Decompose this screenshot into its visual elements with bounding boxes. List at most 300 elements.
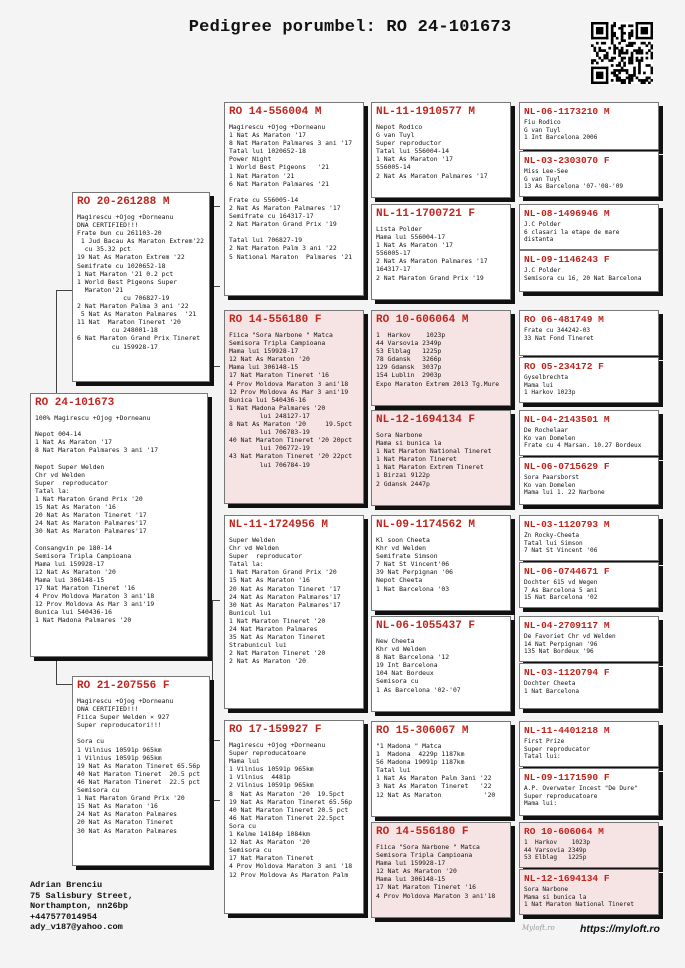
bird-info-line: Consangvin pe 180-14 (35, 543, 112, 552)
bird-info-line: Sora Paarsborst (524, 474, 580, 481)
bird-card-sds[interactable] (371, 310, 511, 406)
bird-info-line: Mama lui 159928-17 (376, 859, 446, 868)
bird-info-line: 154 Lublin 2903p (376, 371, 442, 380)
bird-info-line: 1 Nat Maraton Tineret (376, 455, 457, 464)
qr-module (623, 64, 626, 67)
qr-module (616, 74, 619, 77)
bird-info (524, 785, 654, 808)
connector (514, 745, 515, 785)
bird-info-line: lui 706772-19 (229, 444, 310, 453)
qr-module (621, 79, 624, 82)
bird-info-line: Mama lui 556004-17 (376, 233, 446, 242)
qr-finder-module (596, 27, 603, 34)
connector (212, 600, 220, 601)
qr-module (633, 74, 636, 77)
bird-info-line: Tatal lui 706827-19 (229, 236, 303, 245)
qr-module (621, 37, 624, 40)
bird-info-line: Semifrate cu 1020652-18 (77, 261, 166, 270)
qr-module (598, 57, 601, 60)
bird-card-ddsd[interactable] (519, 768, 659, 816)
bird-info (524, 374, 654, 397)
bird-info-line: Super Welden (229, 536, 276, 544)
bird-info-line: 2 Nat As Maraton '20 (229, 657, 306, 666)
qr-finder-module (636, 22, 638, 39)
qr-module (613, 47, 616, 50)
bird-info-line: 4 Prov Moldova Maraton 3 ani'18 (376, 891, 496, 900)
bird-info-line: 1 Vilnius 4481p (229, 773, 291, 782)
qr-module (603, 57, 606, 60)
connector (212, 740, 220, 741)
bird-info-line: 2 Nat As Maraton Palmares '17 (376, 171, 488, 180)
qr-module (618, 49, 621, 52)
bird-info (229, 536, 359, 666)
bird-info (524, 474, 654, 497)
qr-module (631, 44, 634, 47)
qr-module (626, 52, 629, 55)
bird-info-line: 5 Nat As Maraton Palmares '21 (77, 310, 197, 319)
bird-info-line: 1 Nat Maraton Tineret '20 (229, 616, 326, 625)
signature-logo: Myloft.ro (522, 924, 555, 932)
bird-info-line: Lista Polder (376, 225, 423, 233)
bird-info-line: J.C Polder (524, 221, 561, 228)
bird-card-sdd[interactable] (371, 410, 511, 506)
qr-module (643, 42, 646, 45)
page-title: Pedigree porumbel: RO 24-101673 (188, 18, 512, 37)
bird-card-ddds[interactable] (519, 822, 659, 868)
bird-card-dsds[interactable] (519, 616, 659, 662)
bird-info-line: 2 Nat Maraton Grand Prix '19 (376, 273, 484, 282)
qr-module (623, 39, 626, 42)
bird-info-line: 20 Nat As Maraton Tineret (77, 818, 174, 827)
bird-info-line: 39 Nat Perpignan '06 (376, 568, 453, 577)
qr-module (638, 72, 641, 75)
bird-info-line: Semifrate cu 164317-17 (229, 212, 314, 221)
bird-info-line: 30 Nat As Maraton Palmares (77, 826, 178, 835)
qr-module (626, 72, 629, 75)
qr-module (623, 69, 626, 72)
bird-info-line: 1 Nat As Maraton '17 (376, 155, 453, 164)
bird-info-line: Chr vd Welden (229, 544, 280, 553)
qr-module (606, 52, 609, 55)
qr-module (593, 59, 596, 62)
bird-info-line: 12 Nat As Maraton '20 (35, 567, 116, 576)
bird-info-line: De Favoriet Chr vd Welden (524, 633, 616, 640)
bird-info-line: Bunica lui 540436-16 (229, 395, 306, 404)
qr-module (611, 39, 614, 42)
bird-card-dddd[interactable] (519, 869, 659, 915)
bird-card-ssd[interactable] (371, 204, 511, 300)
bird-info-line: 8 Nat Barcelona '12 (376, 653, 450, 662)
bird-ring: RO 14-556180 F (376, 826, 469, 838)
qr-module (626, 49, 629, 52)
connector (212, 800, 220, 801)
bird-ring: NL-08-1496946 M (524, 208, 610, 219)
bird-info-line: 4 Prov Moldova Maraton 3 ani'18 (35, 592, 155, 601)
owner-name: Adrian Brenciu (30, 880, 103, 890)
bird-info-line: Tatal la: (35, 486, 70, 495)
bird-info-line: Sora cu (229, 821, 256, 830)
bird-info-line: Nepot Cheeta (376, 576, 423, 585)
bird-info-line: 13 As Barcelona '07-'08-'09 (524, 183, 624, 191)
bird-info-line: lui 706784-19 (229, 460, 310, 469)
qr-module (616, 37, 619, 40)
qr-module (613, 44, 616, 47)
bird-card-dssd[interactable] (519, 562, 659, 608)
qr-module (628, 42, 631, 45)
qr-module (628, 37, 631, 40)
qr-module (638, 64, 641, 67)
bird-info-line: Mama lui 159928-17 (229, 347, 299, 356)
bird-info-line: Super reproducator (229, 552, 303, 561)
bird-info-line: 46 Nat Maraton Tineret 22.5pct (229, 813, 345, 822)
bird-info-line: Sora Narbone (524, 886, 569, 893)
bird-info-line: 20 Nat As Maraton Tineret '17 (35, 511, 147, 520)
bird-ring: RO 05-234172 F (524, 361, 604, 372)
qr-module (623, 79, 626, 82)
bird-info-line: Super reproducator (35, 478, 109, 487)
bird-card-dsss[interactable] (519, 515, 659, 561)
bird-info-line: G van Tuyl (376, 131, 415, 140)
bird-ring: RO 10-606064 M (524, 826, 604, 837)
bird-info-line: Semisora cu (229, 846, 272, 855)
bird-info-line: Mama lui: (524, 800, 558, 808)
qr-module (626, 77, 629, 80)
qr-module (621, 29, 624, 32)
bird-info-line: Kl soon Cheeta (376, 536, 430, 544)
bird-info-line: 1 Harkov 1023p (524, 389, 576, 397)
connector (56, 290, 72, 291)
bird-info-line: Power Night (229, 155, 272, 164)
qr-code-graphic (591, 22, 653, 84)
qr-module (611, 29, 614, 32)
bird-info-line: Mama lui 306148-15 (229, 363, 299, 372)
bird-info-line: 2 Gdansk 2447p (376, 479, 430, 488)
qr-module (618, 79, 621, 82)
bird-card-sd[interactable] (224, 310, 364, 504)
qr-module (613, 69, 616, 72)
qr-module (631, 29, 634, 32)
qr-module (641, 49, 644, 52)
bird-info (376, 637, 506, 694)
qr-module (613, 72, 616, 75)
bird-info-line: Semisora cu (376, 677, 419, 686)
bird-card-dss[interactable] (371, 515, 511, 611)
qr-module (613, 74, 616, 77)
qr-module (618, 62, 621, 65)
bird-info-line: 40 Nat Maraton Tineret '20 20pct (229, 436, 353, 445)
bird-info-line: Dochter Cheeta (524, 680, 576, 687)
qr-module (613, 52, 616, 55)
qr-module (618, 42, 621, 45)
bird-info-line: 4 Prov Moldova Maraton 3 ani'18 (229, 379, 349, 388)
bird-info-line: 1 Harkov 1023p (524, 839, 591, 846)
qr-module (628, 82, 631, 84)
bird-info-line: Sora Narbone (376, 431, 423, 439)
bird-info-line: 24 Nat As Maraton Palmares (77, 810, 178, 819)
bird-info-line: 2 Nat As Maraton Palmares '17 (376, 257, 488, 266)
qr-module (631, 54, 634, 57)
bird-info-line: 17 Nat Maraton Tineret (229, 854, 314, 863)
qr-module (641, 79, 644, 82)
bird-card-dds[interactable] (371, 721, 511, 817)
qr-finder-module (591, 22, 608, 24)
qr-module (641, 52, 644, 55)
qr-module (611, 72, 614, 75)
qr-module (628, 34, 631, 37)
bird-info-line: 8 Nat Maraton Palmares 3 ani '17 (35, 446, 159, 455)
bird-card-sddd[interactable] (519, 457, 659, 505)
bird-info-line: Nepot 004-14 (35, 430, 82, 439)
bird-card-ssds[interactable] (519, 204, 659, 250)
qr-module (651, 79, 653, 82)
bird-info-line: 1 Nat As Maraton '17 (229, 131, 306, 140)
connector (212, 600, 213, 800)
bird-info-line: 15 Nat As Maraton '16 (77, 802, 158, 811)
bird-info-line: 15 Nat Barcelona '02 (524, 594, 598, 602)
bird-info-line: Khr vd Welden (376, 645, 427, 654)
bird-info-line: Ko van Domelen (524, 434, 576, 442)
bird-info-line: 1 Nat Maraton Grand Prix '20 (35, 494, 143, 503)
bird-info-line: 556005-17 (376, 249, 411, 258)
bird-info-line: A.P. Overwater Incest "De Dure" (524, 785, 638, 792)
bird-info-line: Tatal lui: (524, 753, 561, 761)
qr-module (651, 72, 653, 75)
bird-info-line: 12 Nat As Maraton '20 (229, 355, 310, 364)
bird-info-line: Miss Lee-See (524, 168, 569, 175)
bird-card-sdsd[interactable] (519, 357, 659, 403)
bird-card-sdss[interactable] (519, 310, 659, 356)
bird-info-line: Frate cu 4 Marsan. 10.27 Bordeux (524, 442, 642, 450)
bird-card-subject[interactable] (30, 393, 208, 657)
bird-info-line: lui 248127-17 (229, 411, 310, 420)
bird-ring: NL-06-1055437 F (376, 620, 476, 632)
qr-module (636, 59, 639, 62)
bird-info-line: 15 Nat As Maraton '16 (229, 576, 310, 585)
qr-module (626, 69, 629, 72)
bird-info-line: distanta (524, 236, 554, 244)
owner-email[interactable]: ady_v187@yahoo.com (30, 922, 123, 932)
bird-card-ddss[interactable] (519, 721, 659, 767)
bird-ring: RO 17-159927 F (229, 724, 322, 736)
bird-ring: NL-11-1700721 F (376, 208, 476, 220)
qr-finder-module (591, 67, 608, 69)
bird-info-line: 1 Nat Madona Palmares '20 (35, 616, 132, 625)
bird-info-line: 5 National Maraton Palmares '21 (229, 252, 353, 261)
bird-info-line: 1 Nat Barcelona '03 (376, 584, 450, 593)
bird-info (524, 532, 654, 555)
bird-card-dam[interactable] (72, 676, 210, 866)
qr-module (633, 72, 636, 75)
bird-info-line: New Cheeta (376, 637, 415, 645)
bird-info (376, 536, 506, 593)
qr-finder-module (606, 67, 608, 84)
qr-module (628, 24, 631, 27)
qr-module (633, 42, 636, 45)
bird-card-ds[interactable] (224, 515, 364, 709)
bird-info-line: 7 Nat St Vincent '06 (524, 547, 598, 555)
bird-info-line: 1 Nat As Maraton Palm 3ani '22 (376, 774, 492, 783)
qr-module (641, 57, 644, 60)
qr-module (636, 49, 639, 52)
qr-module (651, 69, 653, 72)
bird-card-sire[interactable] (72, 192, 210, 382)
bird-info-line: 46 Nat Maraton Tineret 22.5 pct (77, 777, 201, 786)
qr-module (621, 82, 624, 84)
qr-module (601, 59, 604, 62)
qr-module (613, 22, 616, 25)
bird-info-line: 8 Nat As Maraton '20 19.5pct (229, 789, 345, 798)
qr-module (628, 44, 631, 47)
qr-module (636, 52, 639, 55)
bird-info (524, 633, 654, 656)
bird-info-line: 12 Prov Moldova As Maraton Palm (229, 870, 349, 879)
bird-card-dsd[interactable] (371, 616, 511, 712)
bird-card-dsdd[interactable] (519, 663, 659, 709)
bird-info-line: Frate bun cu 261103-20 (77, 229, 162, 238)
bird-info-line: 1 Nat As Maraton '17 (376, 241, 453, 250)
bird-info-line: 1 Int Barcelona 2006 (524, 134, 598, 142)
qr-module (621, 49, 624, 52)
connector (514, 335, 515, 375)
qr-module (621, 59, 624, 62)
qr-module (631, 57, 634, 60)
bird-info (77, 697, 205, 835)
bird-card-ss[interactable] (224, 102, 364, 296)
qr-module (601, 49, 604, 52)
qr-module (643, 82, 646, 84)
bird-ring: NL-03-1120793 M (524, 519, 610, 530)
bird-info-line (77, 729, 205, 737)
bird-ring: NL-03-2303070 F (524, 155, 610, 166)
bird-info-line: 1 Nat Maraton Grand Prix '20 (77, 794, 185, 803)
qr-module (631, 59, 634, 62)
qr-module (628, 79, 631, 82)
qr-module (651, 44, 653, 47)
qr-module (618, 27, 621, 30)
qr-module (628, 32, 631, 35)
bird-info-line: Gyselbrechta (524, 374, 569, 381)
bird-info-line: Semisora Tripla Campioana (229, 339, 326, 348)
qr-module (603, 54, 606, 57)
bird-info-line: Tatal lui 556004-14 (376, 147, 450, 156)
bird-info (376, 225, 506, 282)
qr-module (621, 52, 624, 55)
bird-info-line: 1 As Barcelona '02-'07 (376, 685, 461, 694)
bird-card-ssdd[interactable] (519, 250, 659, 292)
bird-info-line: 1 World Best Pigeons Super (77, 277, 178, 286)
bird-info-line: Sora cu (77, 737, 104, 746)
bird-info-line: Magirescu +Ojog +Dorneanu (77, 697, 174, 705)
qr-module (621, 34, 624, 37)
bird-ring: NL-09-1146243 F (524, 254, 610, 265)
bird-info-line: 1 Nat Maraton '21 (229, 171, 295, 180)
connector (514, 225, 515, 265)
bird-info-line: 1 Birzai 9122p (376, 471, 430, 480)
qr-module (633, 69, 636, 72)
website-link[interactable]: https://myloft.ro (580, 923, 660, 935)
bird-info-line: 19 Nat As Maraton Tineret 65.56p (229, 797, 353, 806)
qr-module (633, 67, 636, 70)
bird-card-ddd[interactable] (371, 822, 511, 918)
qr-module (621, 67, 624, 70)
bird-info-line: 556005-14 (376, 163, 411, 172)
qr-module (611, 57, 614, 60)
bird-info-line: 24 Nat As Maraton Palmares'17 (229, 592, 341, 601)
bird-info-line: Maraton'21 (77, 285, 124, 294)
qr-module (621, 39, 624, 42)
bird-info-line: 104 Nat Bordeux (376, 669, 434, 678)
bird-info-line: G van Tuyl (524, 126, 561, 134)
bird-info-line: 8 Nat Maraton Palmares 3 ani '17 (229, 139, 353, 148)
bird-card-ssss[interactable] (519, 102, 659, 150)
qr-module (638, 52, 641, 55)
qr-module (646, 52, 649, 55)
bird-info-line: Magirescu +Ojog +Dorneanu (77, 213, 174, 221)
bird-card-dd[interactable] (224, 720, 364, 914)
bird-info (376, 123, 506, 180)
qr-module (631, 74, 634, 77)
bird-info-line: Nepot Super Welden (35, 462, 105, 471)
qr-module (628, 74, 631, 77)
bird-ring: RO 15-306067 M (376, 725, 469, 737)
bird-info-line: 44 Varsovia 2349p (524, 846, 587, 854)
bird-info-line: 2 Nat As Maraton Palmares '17 (229, 203, 341, 212)
qr-module (651, 57, 653, 60)
bird-info-line: 2 Nat Maraton Palm 3 ani '22 (229, 244, 337, 253)
bird-info-line: 12 Nat As Maraton '20 (229, 838, 310, 847)
bird-info-line: Tatal lui 1020652-18 (229, 147, 306, 156)
qr-module (613, 32, 616, 35)
bird-ring: NL-11-4401218 M (524, 725, 610, 736)
bird-info-line: 2 Nat Maraton Grand Prix '19 (229, 220, 337, 229)
bird-info (524, 579, 654, 602)
bird-info-line: Frate cu 556005-14 (229, 195, 299, 204)
bird-ring: NL-11-1724956 M (229, 519, 329, 531)
bird-card-sdds[interactable] (519, 410, 659, 456)
bird-info-line: 35 Nat As Maraton Tineret (229, 633, 326, 642)
bird-ring: NL-06-0744671 F (524, 566, 610, 577)
qr-module (651, 67, 653, 70)
qr-module (633, 49, 636, 52)
bird-info-line: Super reproducator (524, 745, 591, 753)
qr-module (623, 52, 626, 55)
qr-module (611, 79, 614, 82)
qr-module (623, 62, 626, 65)
bird-info-line: 100% Magirescu +Ojog +Dorneanu (35, 414, 151, 422)
bird-info-line: 44 Varsovia 2349p (376, 339, 442, 348)
connector (366, 154, 367, 254)
bird-card-sssd[interactable] (519, 151, 659, 197)
bird-info-line: 33 Nat Fond Tineret (524, 334, 594, 342)
bird-info (524, 427, 654, 450)
bird-info (524, 738, 654, 761)
bird-info-line (35, 422, 203, 430)
bird-ring: RO 10-606064 M (376, 314, 469, 326)
bird-info-line: 19 Int Barcelona (376, 661, 438, 670)
qr-module (628, 62, 631, 65)
owner-city: Northampton, nn26bp (30, 901, 128, 911)
connector (366, 555, 367, 655)
bird-info-line: Expo Maraton Extrem 2013 Tg.Mure (376, 379, 500, 388)
bird-info-line: Fiu Rodico (524, 119, 561, 126)
connector (212, 206, 213, 366)
bird-info-line: De Rochelaar (524, 427, 569, 434)
qr-finder-module (596, 72, 603, 79)
bird-ring: NL-03-1120794 F (524, 667, 610, 678)
qr-module (598, 47, 601, 50)
qr-module (638, 59, 641, 62)
bird-card-sss[interactable] (371, 102, 511, 198)
